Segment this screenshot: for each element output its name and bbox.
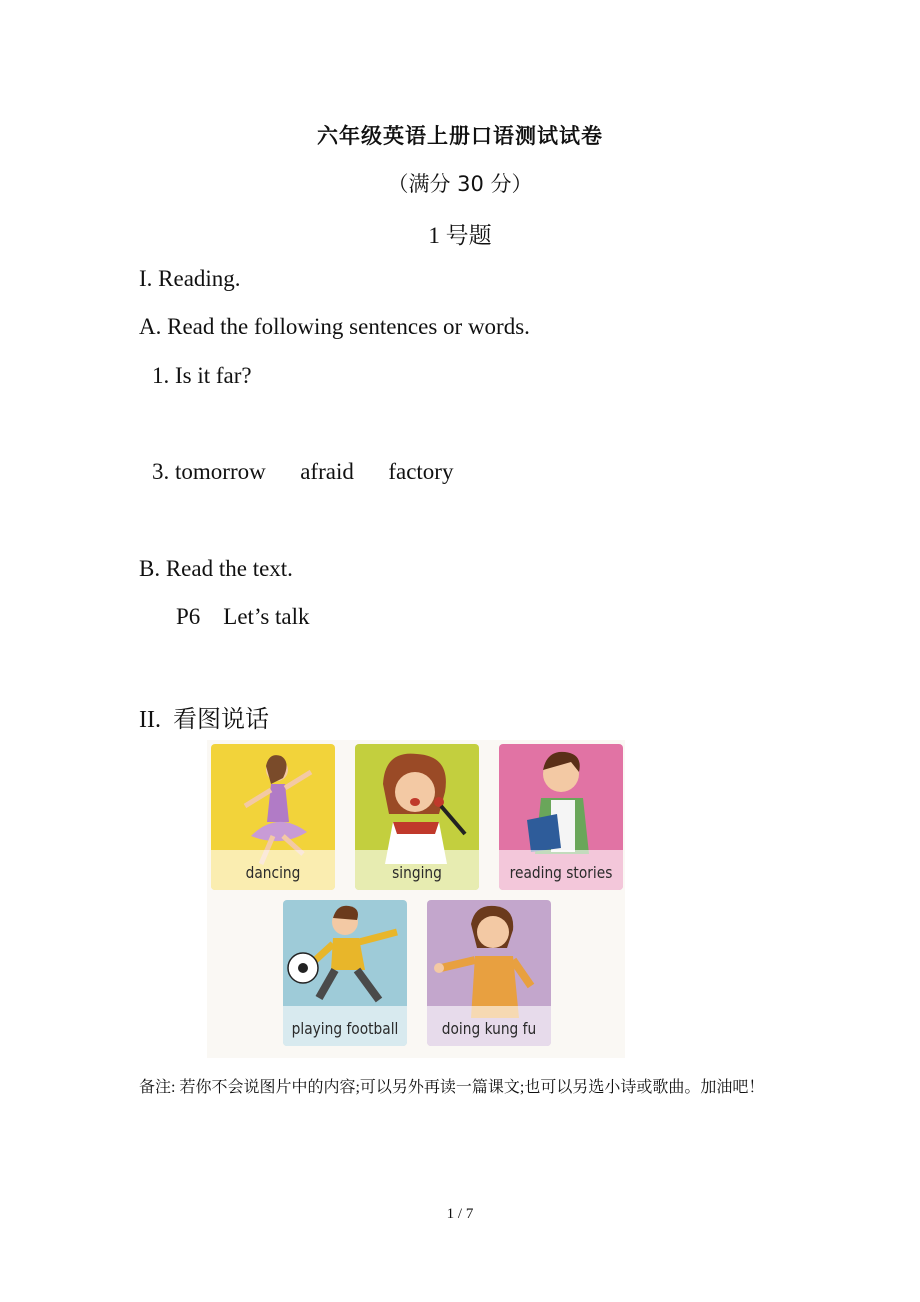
part-b-text: P6 Let’s talk [176, 604, 310, 629]
picture-card-doing-kung-fu [427, 900, 551, 1046]
card-caption: reading stories [509, 863, 613, 882]
part-a-item-1: 1. Is it far? [152, 363, 252, 388]
question-number: 1 号题 [428, 223, 492, 248]
card-caption: dancing [245, 863, 301, 882]
picture-grid [207, 740, 625, 1058]
part-b-heading: B. Read the text. [139, 556, 293, 581]
picture-card-reading-stories [499, 744, 623, 890]
page-number: 1 / 7 [446, 1206, 474, 1222]
card-caption: singing [392, 863, 442, 882]
picture-card-playing-football [283, 900, 407, 1046]
section-1-heading: I. Reading. [139, 266, 241, 291]
card-caption: doing kung fu [441, 1019, 537, 1038]
part-a-heading: A. Read the following sentences or words. [139, 314, 530, 339]
section-2-heading: II. 看图说话 [139, 707, 269, 733]
part-a-item-3: 3. tomorrow afraid factory [152, 459, 454, 484]
page-title: 六年级英语上册口语测试试卷 [317, 124, 603, 148]
score-note: （满分 30 分） [387, 172, 533, 196]
picture-card-dancing [211, 744, 335, 890]
remark-note: 备注: 若你不会说图片中的内容;可以另外再读一篇课文;也可以另选小诗或歌曲。加油吧！ [139, 1079, 765, 1096]
card-caption: playing football [291, 1019, 399, 1038]
picture-card-singing [355, 744, 479, 890]
